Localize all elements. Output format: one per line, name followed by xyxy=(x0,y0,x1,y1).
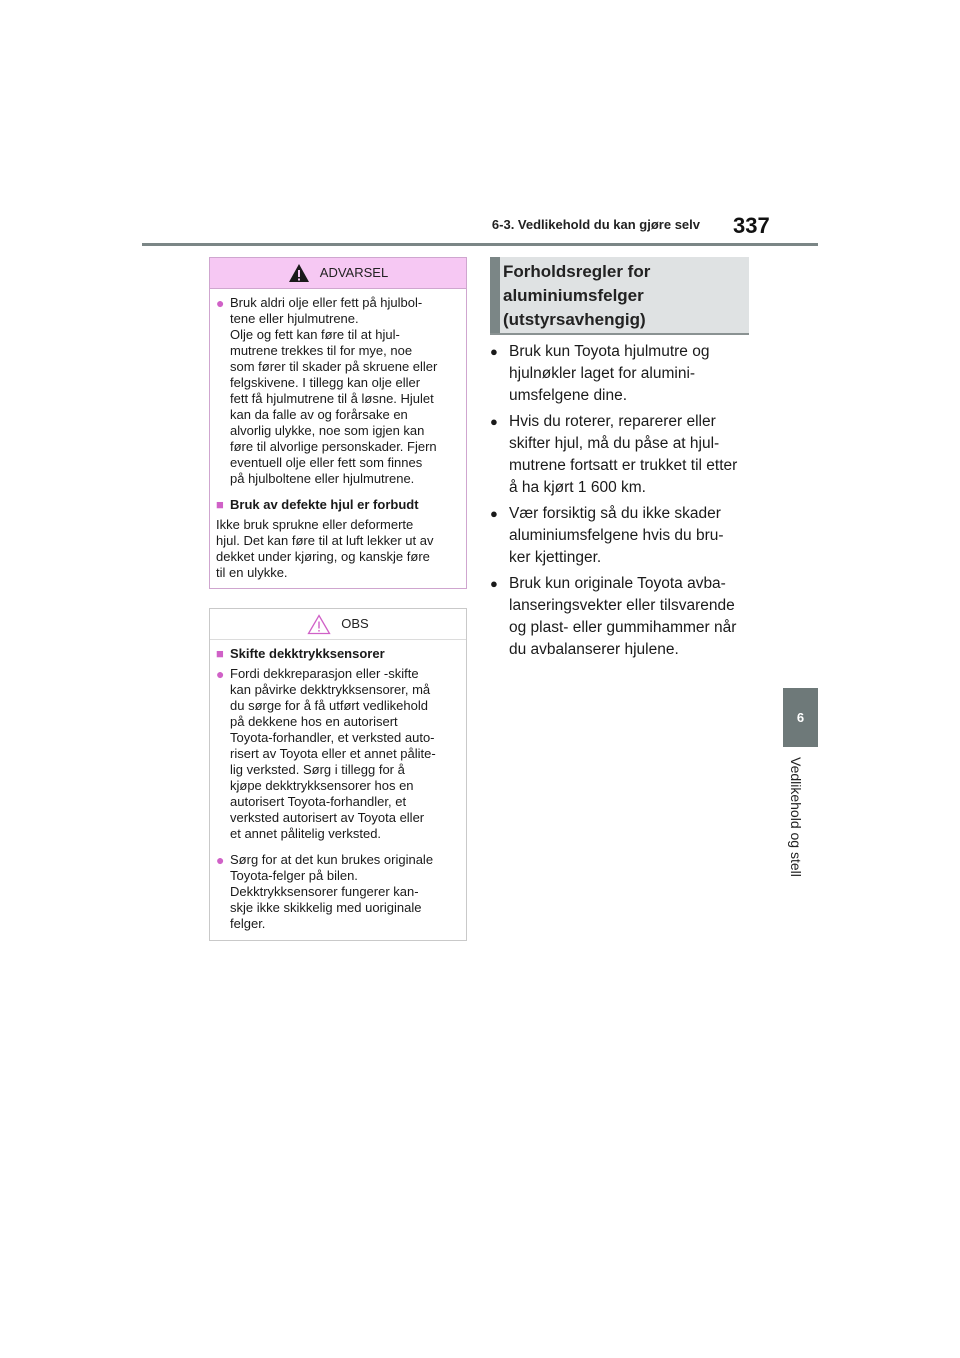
list-item xyxy=(216,666,460,842)
caution-item-text: Sørg for at det kun brukes originale Toyota-felger på bilen. Dekktrykksensorer fungerer kan- skje ikke skikkelig med uoriginale felger. xyxy=(230,852,434,931)
precaution-list xyxy=(490,341,752,665)
bullet-dot-icon: ● xyxy=(490,344,498,359)
chapter-number: 6 xyxy=(796,710,805,725)
square-bullet-icon: ■ xyxy=(216,497,224,512)
warning-item-text: Bruk aldri olje eller fett på hjulbol- tene eller hjulmutrene. Olje og fett kan føre til at hjul- mutrene trekkes til for mye, noe som fører til skader på skruene eller felgskivene. I tillegg kan olje eller fett få hjulmutrene til å løsne. Hjulet kan da falle av og forårsake en alvorlig ulykke, noe som igjen kan føre til alvorlige personskader. Fjern eventuell olje eller fett som finnes på hjulboltene eller hjulmutrene. xyxy=(230,295,438,486)
list-item xyxy=(490,341,752,407)
warning-item-title: Bruk av defekte hjul er forbudt xyxy=(230,497,419,512)
list-item-text: Hvis du roterer, reparerer eller skifter hjul, må du påse at hjul- mutrene fortsatt er trukket til etter å ha kjørt 1 600 km. xyxy=(509,413,738,496)
list-item xyxy=(490,503,752,569)
bullet-dot-icon: ● xyxy=(216,852,225,868)
section-title: Forholdsregler for aluminiumsfelger (utstyrsavhengig) xyxy=(503,262,651,329)
caution-title: OBS xyxy=(341,616,369,631)
header-rule xyxy=(142,243,818,246)
caution-box xyxy=(209,608,467,941)
list-item xyxy=(216,646,460,662)
warning-title: ADVARSEL xyxy=(319,265,389,280)
list-item xyxy=(216,852,460,932)
caution-icon xyxy=(307,614,331,635)
caution-item-text: Fordi dekkreparasjon eller -skifte kan påvirke dekktrykksensorer, må du sørge for å få utført vedlikehold på dekkene hos en autorisert Toyota-forhandler, et verksted auto- risert av Toyota eller et annet pålite- lig verksted. Sørg i tillegg for å kjøpe dekktrykksensorer hos en autorisert Toyota-forhandler, et verksted autorisert av Toyota eller et annet pålitelig verksted. xyxy=(230,666,436,841)
bullet-dot-icon: ● xyxy=(490,414,498,429)
warning-icon xyxy=(288,263,310,283)
bullet-dot-icon: ● xyxy=(216,295,225,311)
section-header: 6-3. Vedlikehold du kan gjøre selv xyxy=(491,217,700,232)
bullet-dot-icon: ● xyxy=(490,506,498,521)
warning-box xyxy=(209,257,467,589)
warning-header xyxy=(210,258,466,289)
list-item-text: Bruk kun Toyota hjulmutre og hjulnøkler laget for alumini- umsfelgene dine. xyxy=(509,343,710,404)
section-accent-bar xyxy=(490,257,500,333)
caution-item-title: Skifte dekktrykksensorer xyxy=(230,646,385,661)
square-bullet-icon: ■ xyxy=(216,646,224,661)
list-item xyxy=(216,295,460,487)
list-item-text: Bruk kun originale Toyota avba- lanseringsvekter eller tilsvarende og plast- eller gummihammer når du avbalanserer hjulene. xyxy=(509,575,737,658)
chapter-label: Vedlikehold og stell xyxy=(788,757,804,877)
warning-item-text: Ikke bruk sprukne eller deformerte hjul. Det kan føre til at luft lekker ut av dekket under kjøring, og kanskje føre til en ulykke. xyxy=(216,517,434,580)
bullet-dot-icon: ● xyxy=(490,576,498,591)
list-item-text: Vær forsiktig så du ikke skader aluminiumsfelgene hvis du bru- ker kjettinger. xyxy=(509,505,724,566)
list-item xyxy=(216,497,460,513)
page-number: 337 xyxy=(733,213,770,238)
list-item xyxy=(490,573,752,661)
list-item xyxy=(490,411,752,499)
bullet-dot-icon: ● xyxy=(216,666,225,682)
chapter-tab[interactable] xyxy=(783,688,818,747)
caution-header xyxy=(210,609,466,640)
section-heading-box xyxy=(490,257,749,335)
